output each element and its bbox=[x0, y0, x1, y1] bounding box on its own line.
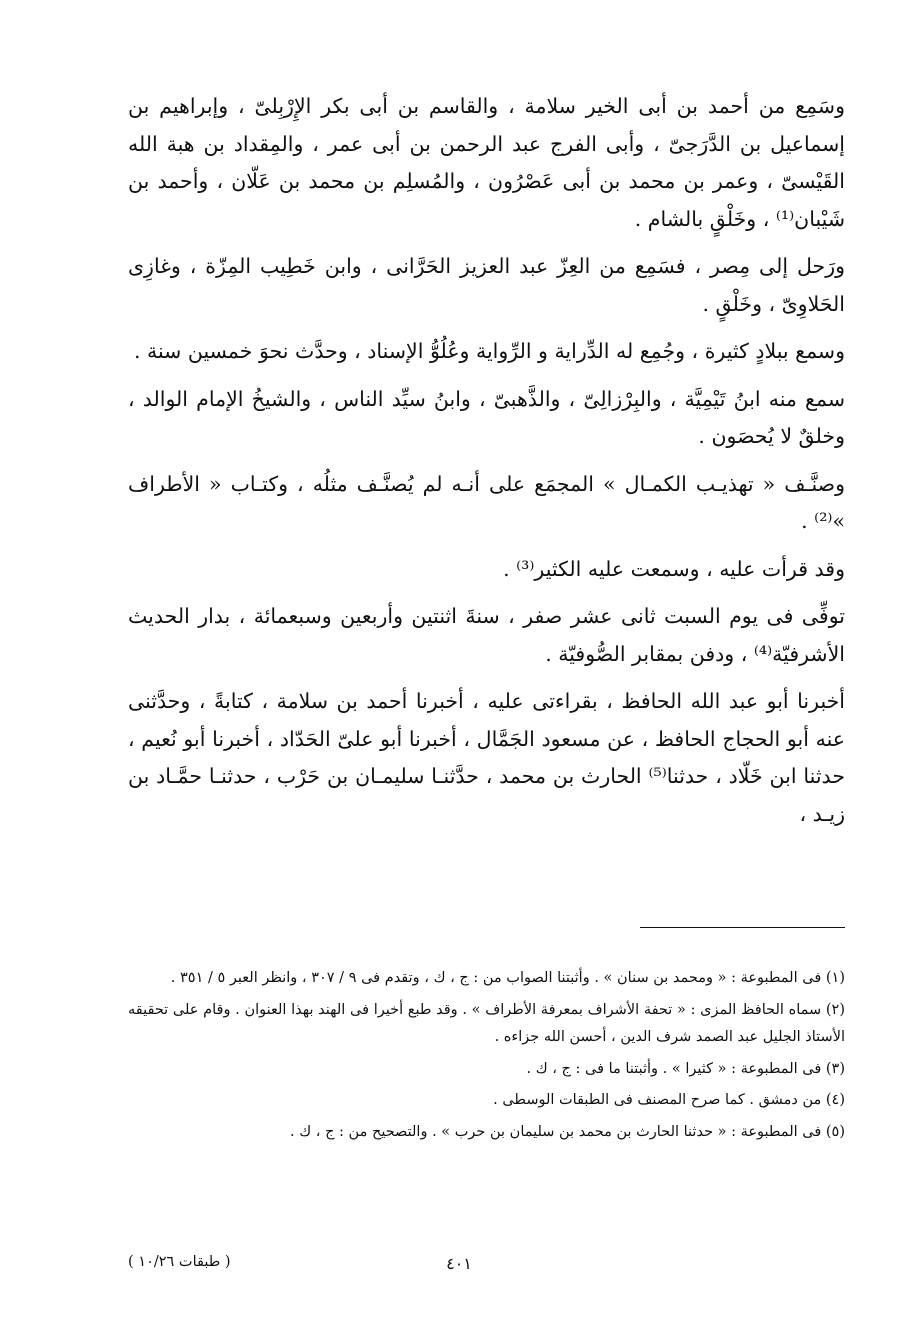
paragraph: وصنَّـف « تهذيـب الكمـال » المجمَع على أنـه لم يُصنَّـف مثلُه ، وكتـاب « الأطراف »⁽²⁾ . bbox=[128, 471, 845, 533]
signature-mark: ( طبقات ١٠/٢٦ ) bbox=[128, 1254, 231, 1270]
main-text bbox=[128, 88, 845, 843]
footnotes bbox=[128, 965, 845, 1150]
paragraph: سمع منه ابنُ تَيْمِيَّة ، والبِرْزالِىّ ، والذَّهبىّ ، وابنُ سيِّد الناس ، والشيخُ الإمام الوالد ، وخلقٌ لا يُحصَون . bbox=[128, 386, 845, 448]
paragraph: أخبرنا أبو عبد الله الحافظ ، بقراءتى عليه ، أخبرنا أحمد بن سلامة ، كتابةً ، وحدَّثنى عنه أبو الحجاج الحافظ ، عن مسعود الجَمَّال ، أخبرنا أبو علىّ الحَدّاد ، أخبرنا أبو نُعيم ، حدثنا ابن خَلّاد ، حدثنا⁽⁵⁾ الحارث بن محمد ، حدَّثنـا سليمـان بن حَرْب ، حدثنـا حمَّـاد بن زيـد ، bbox=[128, 689, 845, 826]
paragraph: وسمع ببلادٍ كثيرة ، وجُمِع له الدِّراية و الرِّواية وعُلُوُّ الإسناد ، وحدَّث نحوَ خمسين سنة . bbox=[133, 339, 845, 363]
footnote: (٤) من دمشق . كما صرح المصنف فى الطبقات الوسطى . bbox=[493, 1092, 845, 1108]
paragraph: وقد قرأت عليه ، وسمعت عليه الكثير⁽³⁾ . bbox=[503, 556, 845, 581]
footnote: (٥) فى المطبوعة : « حدثنا الحارث بن محمد بن سليمان بن حرب » . والتصحيح من : ج ، ك . bbox=[290, 1123, 845, 1140]
footnote: (١) فى المطبوعة : « ومحمد بن سنان » . وأثبتنا الصواب من : ج ، ك ، وتقدم فى ٩ / ٣٠٧ ، وانظر العبر ٥ / ٣٥١ . bbox=[170, 970, 845, 986]
paragraph: وسَمِع من أحمد بن أبى الخير سلامة ، والقاسم بن أبى بكر الإِرْبِلىّ ، وإبراهيم بن إسماعيل بن الدَّرَجىّ ، وأبى الفرج عبد الرحمن بن أبى عمر ، والمِقداد بن هبة الله القَيْسىّ ، وعمر بن محمد بن أبى عَصْرُون ، والمُسلِم بن محمد بن عَلّان ، وأحمد بن شَيْبان⁽¹⁾ ، وخَلْقٍ بالشام . bbox=[128, 94, 845, 231]
footnote-divider bbox=[640, 927, 845, 928]
paragraph: ورَحل إلى مِصر ، فسَمِع من العِزّ عبد العزيز الحَرَّانى ، وابن خَطِيب المِزّة ، وغازِى الحَلاوِىّ ، وخَلْقٍ . bbox=[128, 254, 845, 316]
page-number: ٤٠١ bbox=[446, 1254, 472, 1273]
footnote: (٢) سماه الحافظ المزى : « تحفة الأشراف بمعرفة الأطراف » . وقد طبع أخيرا فى الهند بهذا العنوان . وقام على تحقيقه الأستاذ الجليل عبد الصمد شرف الدين ، أحسن الله جزاءه . bbox=[128, 1001, 845, 1045]
footnote: (٣) فى المطبوعة : « كثيرا » . وأثبتنا ما فى : ج ، ك . bbox=[526, 1060, 845, 1077]
paragraph: توفِّى فى يوم السبت ثانى عشر صفر ، سنةَ اثنتين وأربعين وسبعمائة ، بدار الحديث الأشرفيّة⁽⁴⁾ ، ودفن بمقابر الصُّوفيّة . bbox=[128, 604, 845, 666]
